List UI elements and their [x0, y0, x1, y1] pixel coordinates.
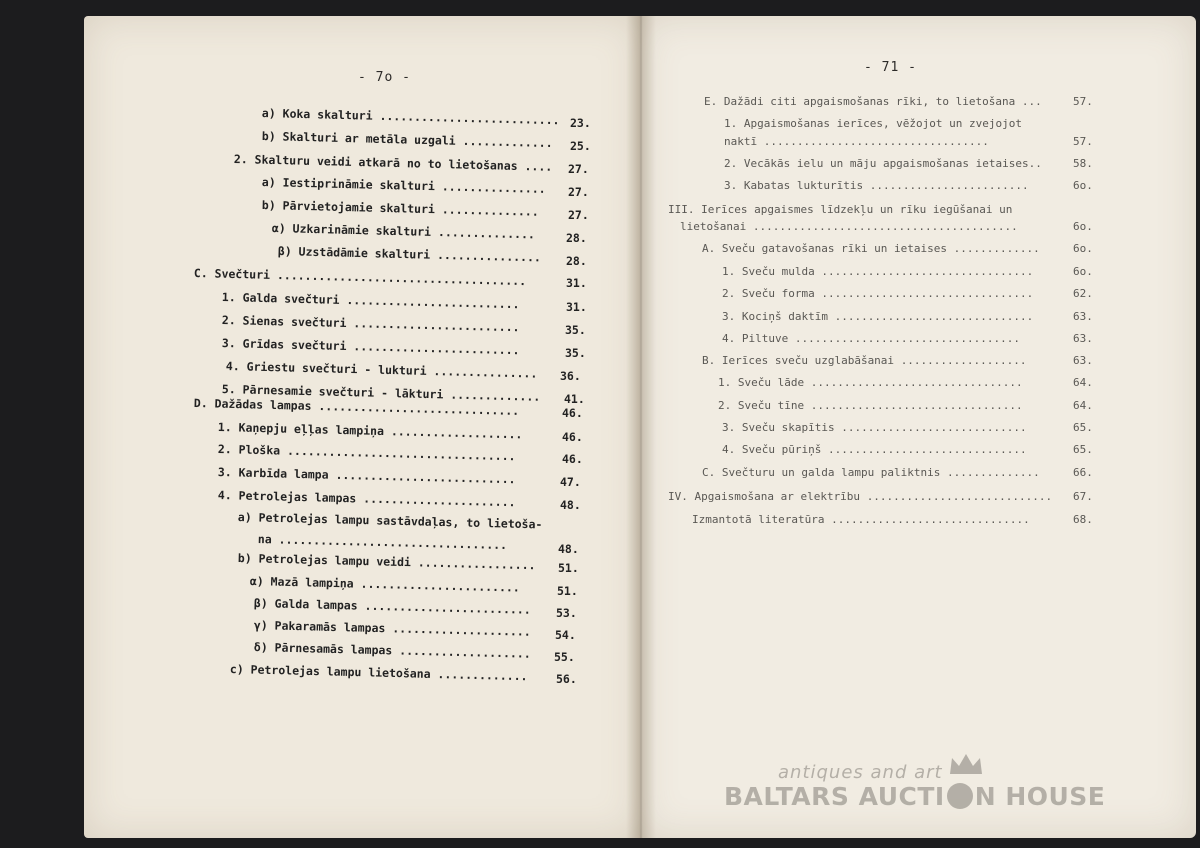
- toc-entry-page: 64.: [1073, 376, 1093, 389]
- toc-entry-leader: ................................: [810, 399, 1023, 412]
- toc-entry-page: 46.: [562, 406, 583, 420]
- toc-entry-title: naktī: [724, 135, 764, 148]
- toc-entry-title: 1. Galda svečturi: [221, 290, 347, 308]
- toc-entry-page: 27.: [568, 162, 589, 176]
- toc-entry-title: C. Svečturu un galda lampu paliktnis: [702, 466, 948, 479]
- toc-entry-leader: ...: [1021, 95, 1042, 108]
- toc-entry-title: β) Uzstādāmie skalturi: [277, 244, 438, 262]
- toc-entry-title: 2. Sveču forma: [722, 287, 822, 300]
- toc-entry-leader: ..........................: [335, 467, 516, 487]
- toc-entry-title: 3. Kabatas lukturītis: [724, 179, 870, 192]
- toc-entry-page: 31.: [566, 276, 587, 290]
- toc-entry-leader: ..........................: [379, 108, 560, 128]
- toc-entry-page: 27.: [568, 185, 589, 199]
- toc-entry-page: 35.: [565, 346, 586, 360]
- toc-entry-leader: ...................: [399, 643, 531, 661]
- toc-entry-leader: ...................: [900, 354, 1027, 367]
- toc-entry-leader: ..: [1028, 157, 1042, 170]
- toc-entry-page: 65.: [1073, 421, 1093, 434]
- watermark-o-circle: [947, 783, 973, 809]
- toc-entry-page: 55.: [554, 650, 575, 664]
- toc-entry-title: 4. Petrolejas lampas: [217, 488, 364, 506]
- toc-entry-leader: .................................: [278, 532, 508, 553]
- toc-entry-title: α) Mazā lampiņa: [249, 574, 361, 591]
- toc-entry-title: δ) Pārnesamās lampas: [253, 640, 400, 658]
- toc-entry: [668, 491, 1052, 502]
- watermark-name-part1: BALTARS AUCTI: [724, 782, 945, 811]
- toc-entry-title: 4. Sveču pūriņš: [722, 443, 828, 456]
- right-page-number: - 71 -: [864, 60, 917, 75]
- toc-entry-page: 35.: [565, 323, 586, 337]
- toc-entry-page: 51.: [558, 561, 579, 575]
- toc-entry-leader: ........................: [364, 598, 531, 617]
- toc-entry-page: 57.: [1073, 135, 1093, 148]
- toc-entry-page: 65.: [1073, 443, 1093, 456]
- watermark-name-part2: N HOUSE: [974, 782, 1106, 811]
- toc-entry-title: 3. Karbīda lampa: [217, 465, 336, 482]
- toc-entry: [722, 422, 1027, 433]
- toc-entry-page: 58.: [1073, 157, 1093, 170]
- toc-entry-title: 3. Grīdas svečturi: [221, 336, 354, 354]
- toc-entry: [718, 377, 1023, 388]
- toc-entry-leader: .........................: [346, 293, 520, 312]
- toc-entry-title: 3. Kociņš daktīm: [722, 310, 835, 323]
- toc-entry-leader: ....................................: [276, 268, 527, 289]
- toc-entry-title: 5. Pārnesamie svečturi - lākturi: [221, 382, 451, 402]
- toc-entry-title: A. Sveču gatavošanas rīki un ietaises: [702, 242, 954, 255]
- toc-entry: [722, 333, 1020, 344]
- toc-entry: [722, 444, 1027, 455]
- toc-entry-title: α) Uzkarināmie skalturi: [271, 221, 439, 240]
- toc-entry-leader: .............: [450, 387, 541, 404]
- toc-entry-leader: ......................: [363, 491, 516, 510]
- toc-entry-title: IV. Apgaismošana ar elektrību: [668, 490, 867, 503]
- toc-entry-title: B. Ierīces sveču uzglabāšanai: [702, 354, 901, 367]
- toc-entry-title: 3. Sveču skapītis: [722, 421, 842, 434]
- toc-entry-page: 28.: [566, 231, 587, 245]
- toc-entry-title: Izmantotā literatūra: [692, 513, 832, 526]
- toc-entry-leader: .............: [462, 133, 553, 151]
- toc-entry-page: 47.: [560, 475, 581, 489]
- toc-entry-title: 2. Skalturu veidi atkarā no to lietošanas: [233, 152, 525, 174]
- toc-entry-page: 68.: [1073, 513, 1093, 526]
- toc-entry-leader: .................................: [286, 443, 516, 464]
- toc-entry-page: 6o.: [1073, 265, 1093, 278]
- toc-entry-page: 53.: [556, 606, 577, 620]
- toc-entry-title: 1. Sveču mulda: [722, 265, 822, 278]
- toc-entry-title: 1. Sveču lāde: [718, 376, 811, 389]
- toc-entry-title: 2. Sveču tīne: [718, 399, 811, 412]
- left-page-number: - 7o -: [358, 70, 411, 85]
- toc-entry-page: 48.: [560, 498, 581, 512]
- toc-entry: [724, 118, 1022, 129]
- toc-entry-title: D. Dažādas lampas: [193, 396, 319, 414]
- toc-entry: [724, 136, 989, 147]
- toc-entry-page: 63.: [1073, 310, 1093, 323]
- toc-entry: [702, 467, 1040, 478]
- toc-entry-leader: ..................................: [794, 332, 1021, 345]
- toc-entry-page: 46.: [562, 430, 583, 444]
- toc-entry-page: 25.: [570, 139, 591, 153]
- toc-entry-leader: .................: [417, 555, 536, 573]
- toc-entry-page: 48.: [558, 542, 579, 556]
- toc-entry-leader: ........................: [353, 339, 520, 358]
- toc-entry: [702, 355, 1027, 366]
- toc-entry-page: 46.: [562, 452, 583, 466]
- toc-entry-page: 6o.: [1073, 179, 1093, 192]
- toc-entry-page: 66.: [1073, 466, 1093, 479]
- toc-entry-title: a) Koka skalturi: [261, 106, 380, 123]
- toc-entry: [680, 221, 1018, 232]
- toc-entry-page: 36.: [560, 369, 581, 383]
- toc-entry-title: γ) Pakaramās lampas: [253, 618, 393, 636]
- toc-entry-title: a) Petrolejas lampu sastāvdaļas, to lietoša-: [237, 510, 543, 532]
- toc-entry-title: 4. Griestu svečturi - lukturi: [225, 359, 434, 379]
- toc-entry-page: 63.: [1073, 354, 1093, 367]
- toc-entry-leader: ................................: [821, 287, 1034, 300]
- toc-entry-title: 1. Kaņepju eļļas lampiņa: [217, 420, 392, 439]
- toc-entry-leader: ................................: [821, 265, 1034, 278]
- toc-entry-title: III. Ierīces apgaismes līdzekļu un rīku iegūšanai un: [668, 203, 1013, 216]
- toc-entry: [668, 204, 1012, 215]
- watermark: [724, 752, 1124, 822]
- toc-entry-page: 23.: [570, 116, 591, 130]
- toc-entry-title: β) Galda lampas: [253, 596, 365, 613]
- toc-entry-leader: ...............: [433, 364, 538, 381]
- watermark-tagline: antiques and art: [778, 762, 943, 783]
- toc-entry-leader: .............: [437, 667, 528, 684]
- toc-entry-leader: ............................: [866, 490, 1053, 503]
- toc-entry-page: 6o.: [1073, 242, 1093, 255]
- toc-entry-title: c) Petrolejas lampu lietošana: [229, 662, 438, 682]
- toc-entry: [722, 311, 1033, 322]
- toc-entry-page: 57.: [1073, 95, 1093, 108]
- toc-entry-page: 54.: [555, 628, 576, 642]
- toc-entry: [724, 158, 1042, 169]
- toc-entry-page: 62.: [1073, 287, 1093, 300]
- crown-icon: [948, 752, 984, 776]
- toc-entry-leader: .......................: [360, 576, 520, 595]
- toc-entry-title: 4. Piltuve: [722, 332, 795, 345]
- toc-entry-title: 2. Ploška: [217, 442, 288, 458]
- toc-entry-leader: ...............: [436, 247, 542, 265]
- toc-entry-leader: ..............................: [827, 443, 1027, 456]
- toc-entry-title: 2. Sienas svečturi: [221, 313, 354, 331]
- toc-entry-page: 28.: [566, 254, 587, 268]
- toc-entry-title: na: [257, 532, 279, 547]
- toc-entry: [718, 400, 1023, 411]
- toc-entry-leader: ..............: [437, 225, 536, 242]
- toc-entry-page: 51.: [557, 584, 578, 598]
- toc-entry-leader: ...................: [390, 424, 523, 442]
- toc-entry: [702, 243, 1040, 254]
- toc-entry-title: E. Dažādi citi apgaismošanas rīki, to lietošana: [704, 95, 1022, 108]
- toc-entry-leader: ..............: [947, 466, 1040, 479]
- toc-entry-leader: ........................: [353, 316, 520, 335]
- toc-entry: [692, 514, 1030, 525]
- toc-entry-page: 56.: [556, 672, 577, 686]
- toc-entry-leader: ..............................: [831, 513, 1030, 526]
- toc-entry-leader: ....: [524, 159, 553, 174]
- toc-entry-title: 2. Vecākās ielu un māju apgaismošanas ietaises: [724, 157, 1029, 170]
- toc-entry: [722, 266, 1033, 277]
- toc-entry-title: b) Pārvietojamie skalturi: [261, 198, 443, 217]
- toc-entry-page: 67.: [1073, 490, 1093, 503]
- toc-entry-leader: ..............: [441, 202, 539, 219]
- toc-entry-title: a) Iestiprināmie skalturi: [261, 175, 443, 194]
- toc-entry: [704, 96, 1042, 107]
- toc-entry-leader: .............................: [318, 399, 520, 418]
- toc-entry-page: 6o.: [1073, 220, 1093, 233]
- toc-entry-leader: ........................: [869, 179, 1029, 192]
- toc-entry-title: 1. Apgaismošanas ierīces, vēžojot un zvejojot: [724, 117, 1023, 130]
- toc-entry-leader: ...............: [441, 179, 546, 196]
- toc-entry-leader: ........................................: [752, 220, 1018, 233]
- toc-entry: [722, 288, 1033, 299]
- toc-entry-title: C. Svečturi: [193, 266, 278, 283]
- toc-entry-title: b) Skalturi ar metāla uzgali: [261, 129, 463, 148]
- toc-entry-page: 64.: [1073, 399, 1093, 412]
- toc-entry-leader: .............: [953, 242, 1040, 255]
- watermark-name: [724, 782, 1105, 811]
- toc-entry-page: 63.: [1073, 332, 1093, 345]
- toc-entry-title: lietošanai: [680, 220, 753, 233]
- toc-entry-leader: ..............................: [834, 310, 1034, 323]
- toc-entry-leader: ..................................: [763, 135, 989, 148]
- toc-entry-leader: ....................: [392, 621, 531, 639]
- toc-entry-leader: ............................: [841, 421, 1027, 434]
- toc-entry-page: 31.: [566, 300, 587, 314]
- toc-entry-leader: ................................: [810, 376, 1023, 389]
- toc-entry-page: 27.: [568, 208, 589, 222]
- toc-entry: [724, 180, 1029, 191]
- toc-entry-title: b) Petrolejas lampu veidi: [237, 551, 419, 570]
- toc-entry-page: 41.: [564, 392, 585, 406]
